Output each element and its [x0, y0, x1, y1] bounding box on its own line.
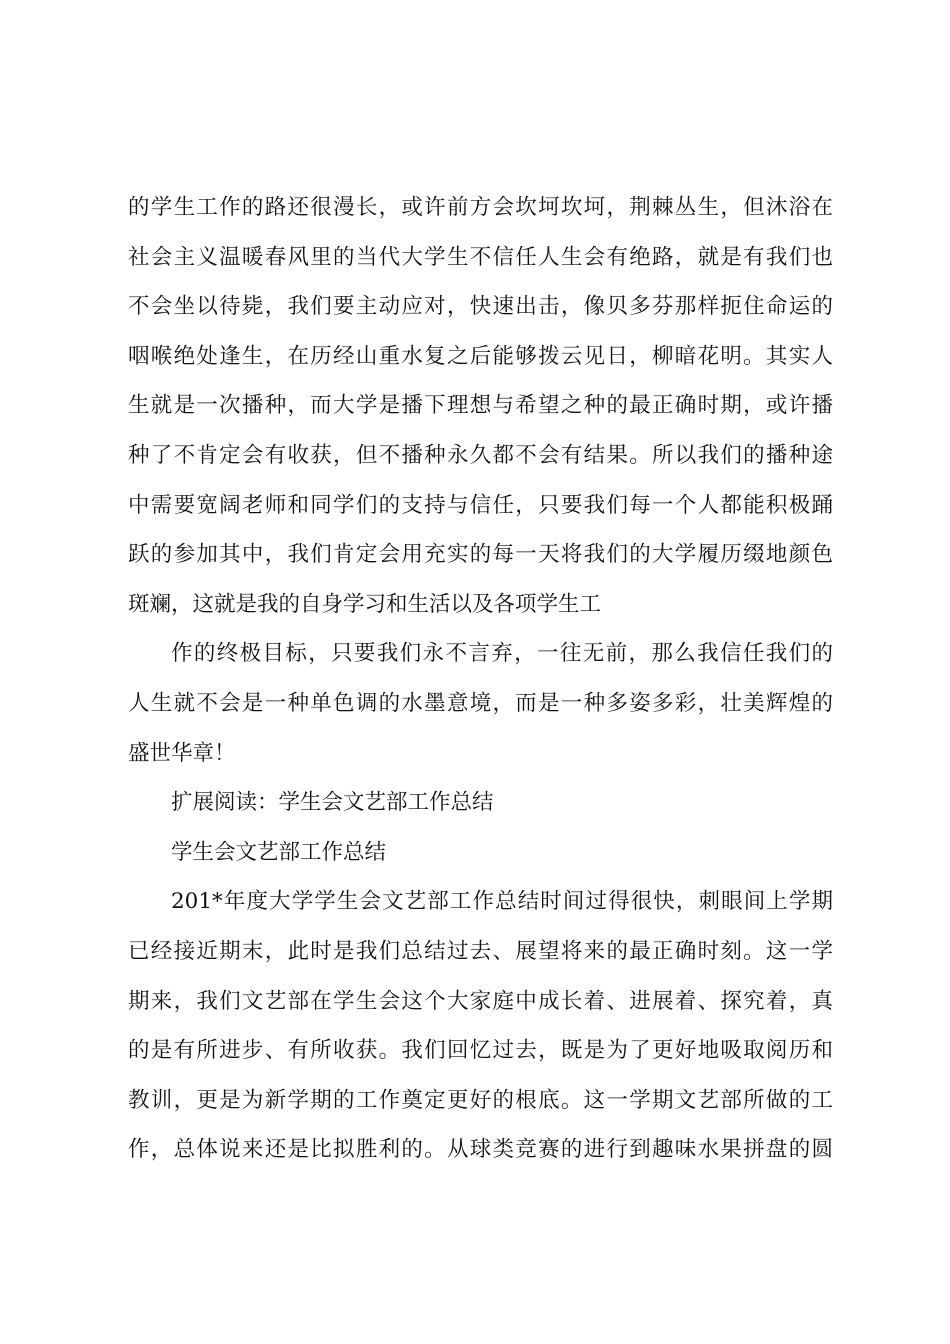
text-line: 作的终极目标，只要我们永不言弃，一往无前，那么我信任我们的 — [171, 641, 833, 667]
text-line: 的是有所进步、有所收获。我们回忆过去，既是为了更好地吸取阅历和 — [128, 1038, 833, 1064]
text-line: 人生就不会是一种单色调的水墨意境，而是一种多姿多彩，壮美辉煌的 — [128, 690, 833, 716]
text-line: 种了不肯定会有收获，但不播种永久都不会有结果。所以我们的播种途 — [128, 442, 833, 468]
text-line: 生就是一次播种，而大学是播下理想与希望之种的最正确时期，或许播 — [128, 393, 833, 419]
text-line: 跃的参加其中，我们肯定会用充实的每一天将我们的大学履历缀地颜色 — [128, 542, 833, 568]
text-line: 斑斓，这就是我的自身学习和生活以及各项学生工 — [128, 591, 602, 617]
section-title: 学生会文艺部工作总结 — [171, 839, 387, 865]
text-line: 的学生工作的路还很漫长，或许前方会坎坷坎坷，荆棘丛生，但沐浴在 — [128, 195, 833, 220]
text-line: 不会坐以待毙，我们要主动应对，快速出击，像贝多芬那样扼住命运的 — [128, 294, 833, 320]
text-line: 201*年度大学学生会文艺部工作总结时间过得很快，刺眼间上学期 — [171, 889, 833, 915]
text-line: 咽喉绝处逢生，在历经山重水复之后能够拨云见日，柳暗花明。其实人 — [128, 343, 833, 369]
text-line: 社会主义温暖春风里的当代大学生不信任人生会有绝路，就是有我们也 — [128, 244, 833, 270]
text-line: 教训，更是为新学期的工作奠定更好的根底。这一学期文艺部所做的工 — [128, 1087, 833, 1113]
extended-reading-heading: 扩展阅读：学生会文艺部工作总结 — [171, 790, 494, 816]
text-line: 作，总体说来还是比拟胜利的。从球类竞赛的进行到趣味水果拼盘的圆 — [128, 1137, 833, 1163]
text-line: 中需要宽阔老师和同学们的支持与信任，只要我们每一个人都能积极踊 — [128, 492, 833, 518]
text-line: 期来，我们文艺部在学生会这个大家庭中成长着、进展着、探究着，真 — [128, 988, 833, 1014]
document-body — [128, 183, 833, 1175]
text-line: 盛世华章！ — [128, 740, 236, 766]
text-line: 已经接近期末，此时是我们总结过去、展望将来的最正确时刻。这一学 — [128, 938, 833, 964]
